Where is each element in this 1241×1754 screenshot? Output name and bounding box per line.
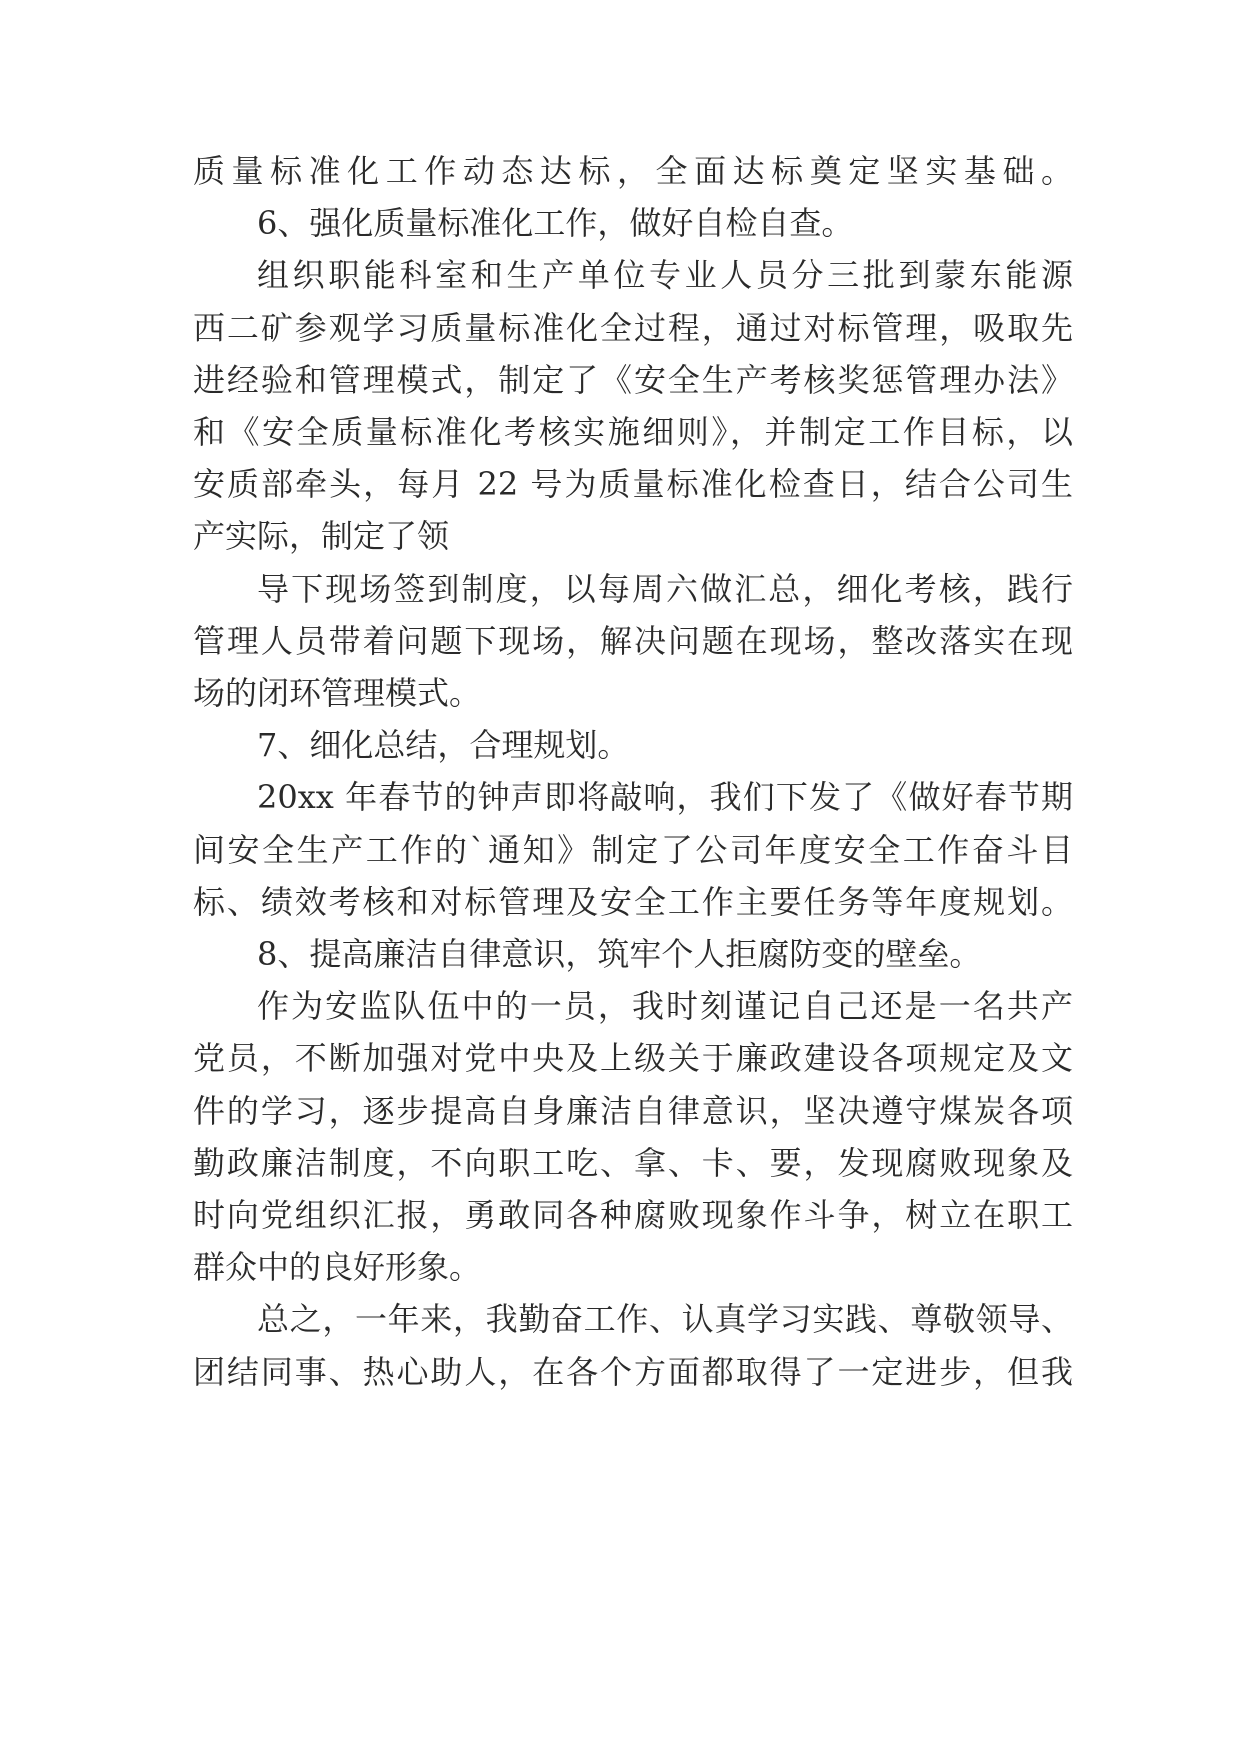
text-line: 总之，一年来，我勤奋工作、认真学习实践、尊敬领导、 xyxy=(257,1300,1073,1338)
text-line: 管理人员带着问题下现场，解决问题在现场，整改落实在现 xyxy=(193,622,1073,660)
text-line: 西二矿参观学习质量标准化全过程，通过对标管理，吸取先 xyxy=(193,309,1073,347)
text-line: 质量标准化工作动态达标，全面达标奠定坚实基础。 xyxy=(193,152,1073,190)
text-line: 安质部牵头，每月 22 号为质量标准化检查日，结合公司生 xyxy=(193,465,1073,503)
text-line: 产实际，制定了领 xyxy=(193,517,450,555)
text-line: 党员，不断加强对党中央及上级关于廉政建设各项规定及文 xyxy=(193,1039,1073,1077)
text-line: 时向党组织汇报，勇敢同各种腐败现象作斗争，树立在职工 xyxy=(193,1196,1073,1234)
text-line: 导下现场签到制度，以每周六做汇总，细化考核，践行 xyxy=(257,570,1073,608)
text-line: 勤政廉洁制度，不向职工吃、拿、卡、要，发现腐败现象及 xyxy=(193,1144,1073,1182)
text-line: 标、绩效考核和对标管理及安全工作主要任务等年度规划。 xyxy=(193,883,1073,921)
text-line: 组织职能科室和生产单位专业人员分三批到蒙东能源 xyxy=(257,256,1073,294)
text-line: 群众中的良好形象。 xyxy=(193,1248,482,1286)
section-heading: 7、细化总结，合理规划。 xyxy=(257,726,630,764)
text-line: 和《安全质量标准化考核实施细则》，并制定工作目标，以 xyxy=(193,413,1073,451)
text-line: 团结同事、热心助人，在各个方面都取得了一定进步，但我 xyxy=(193,1353,1073,1391)
text-line: 间安全生产工作的`通知》制定了公司年度安全工作奋斗目 xyxy=(193,831,1073,869)
section-heading: 6、强化质量标准化工作，做好自检自查。 xyxy=(257,204,854,242)
text-line: 进经验和管理模式，制定了《安全生产考核奖惩管理办法》 xyxy=(193,361,1073,399)
text-line: 20xx 年春节的钟声即将敲响，我们下发了《做好春节期 xyxy=(257,778,1073,816)
section-heading: 8、提高廉洁自律意识，筑牢个人拒腐防变的壁垒。 xyxy=(257,935,982,973)
text-line: 件的学习，逐步提高自身廉洁自律意识，坚决遵守煤炭各项 xyxy=(193,1092,1073,1130)
text-line: 作为安监队伍中的一员，我时刻谨记自己还是一名共产 xyxy=(257,987,1073,1025)
text-line: 场的闭环管理模式。 xyxy=(193,674,482,712)
